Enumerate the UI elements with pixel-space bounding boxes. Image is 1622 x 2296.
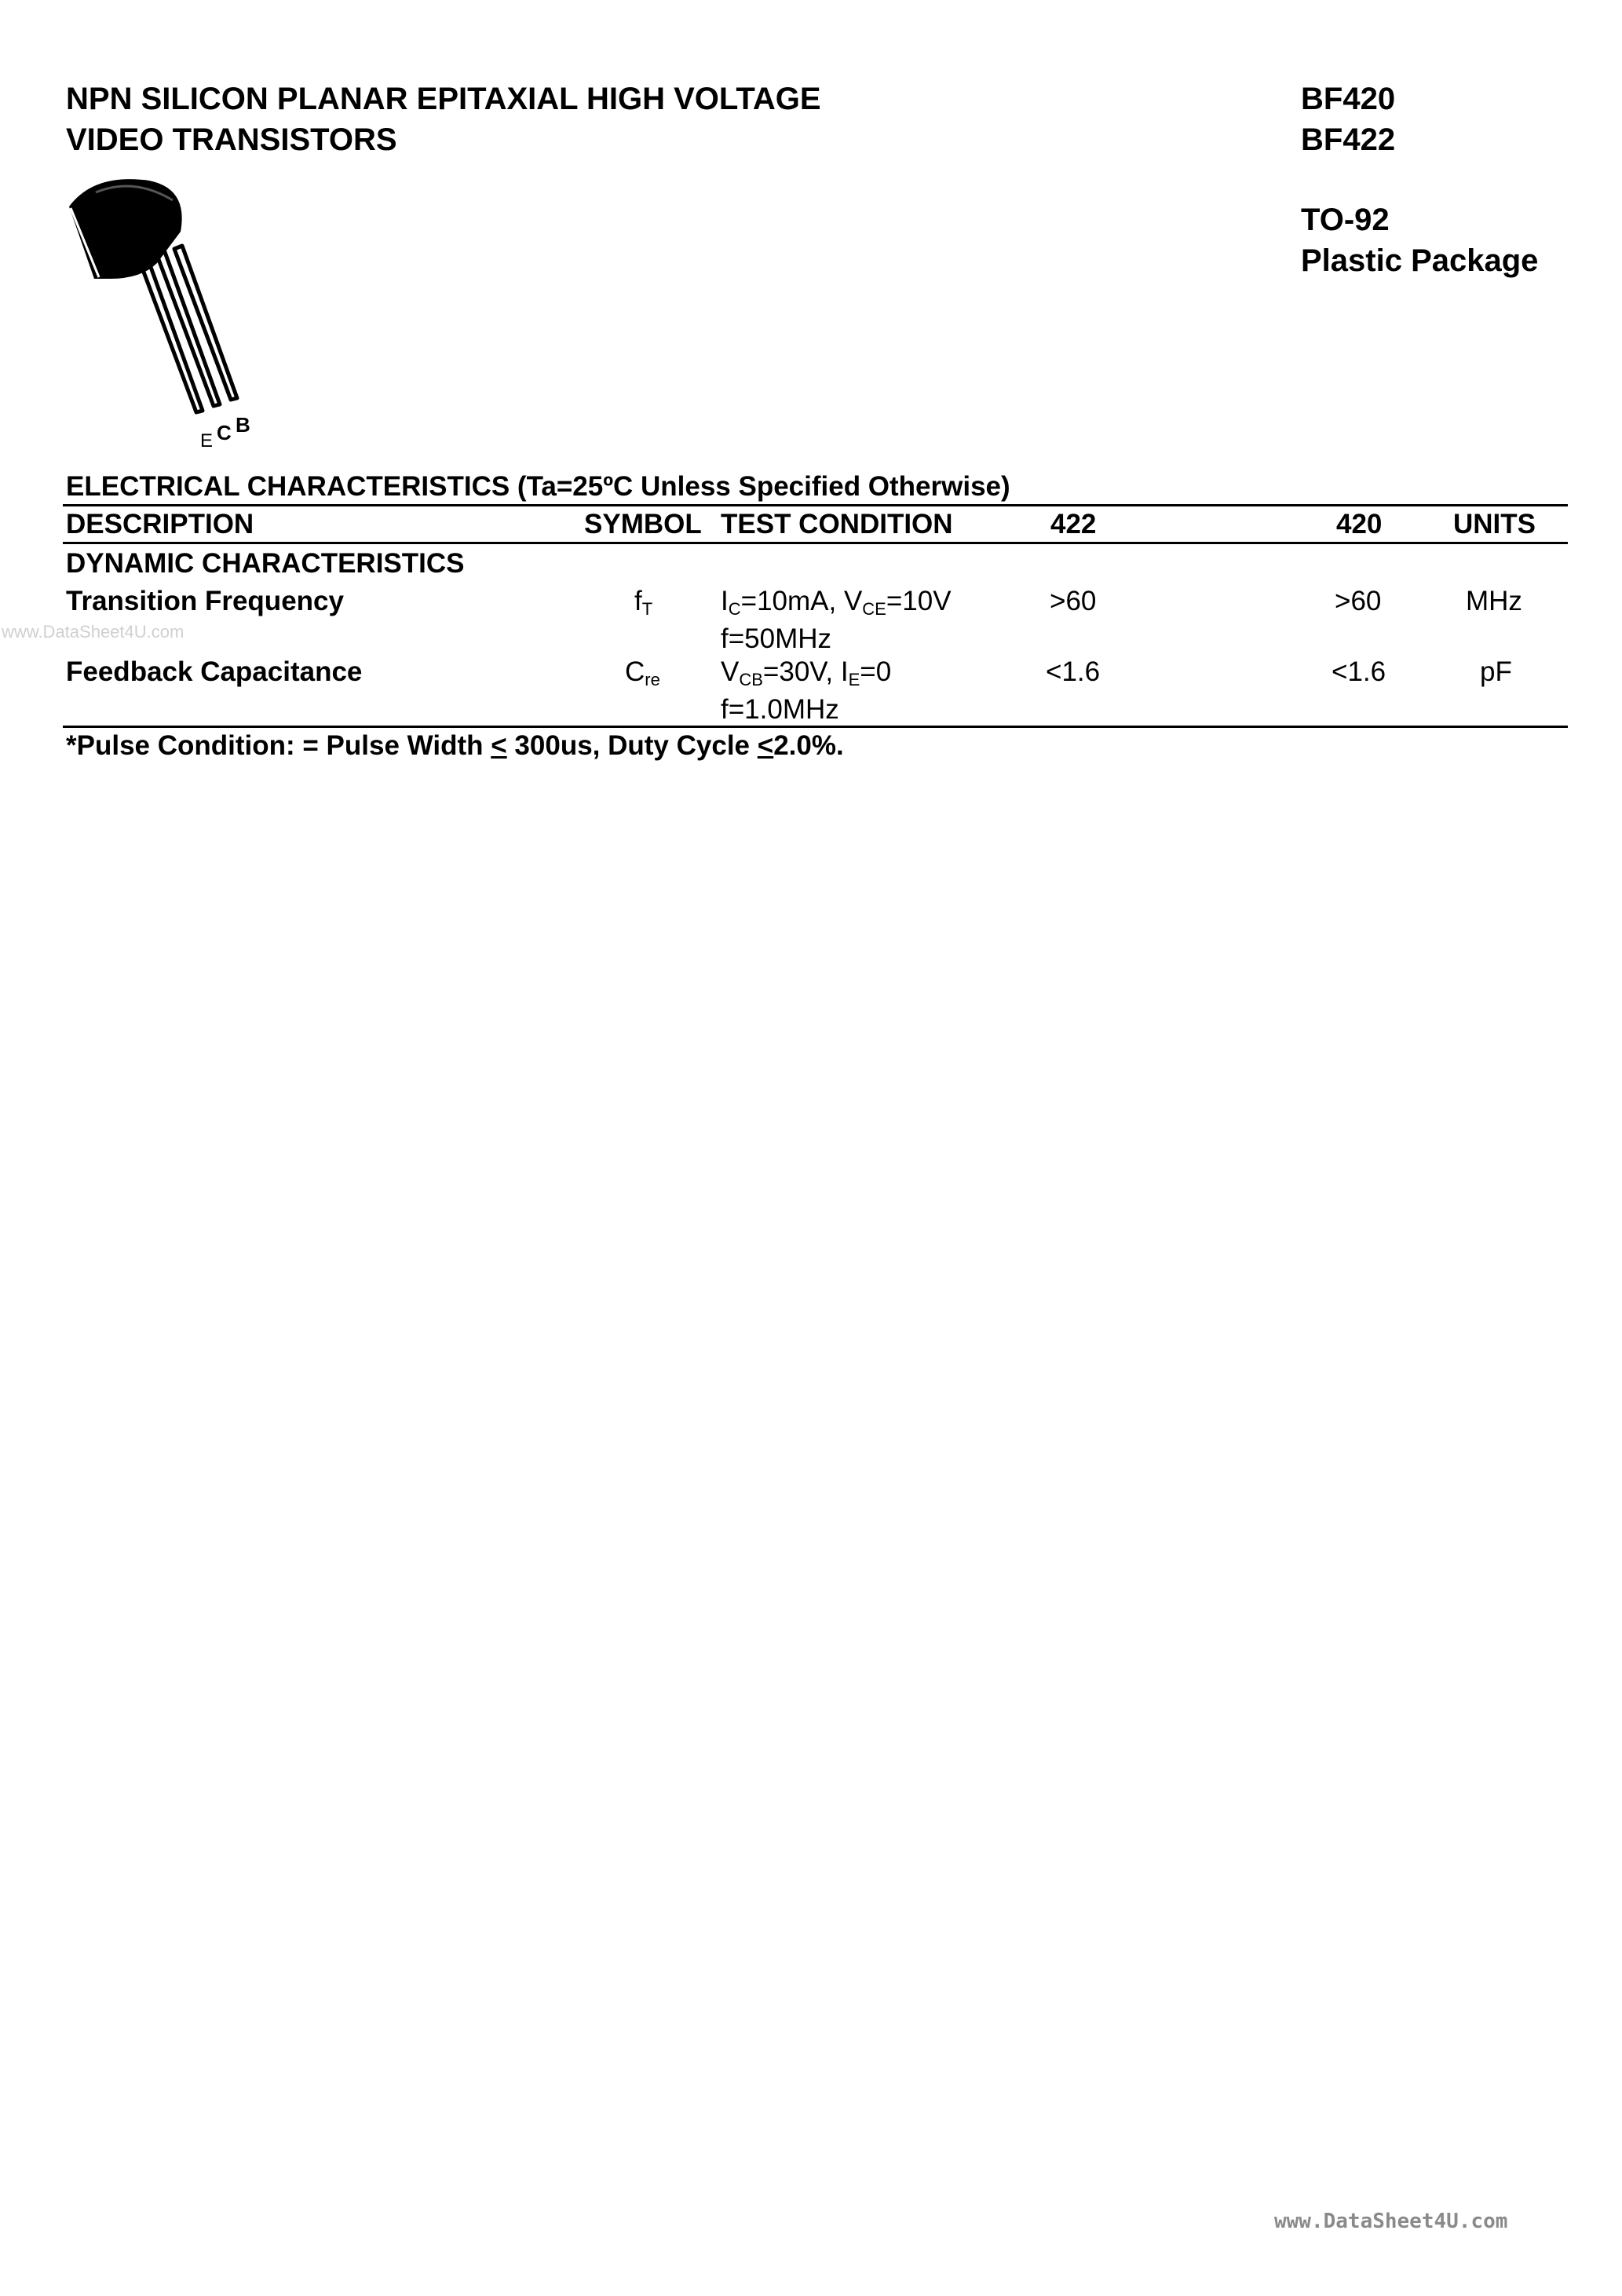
document-title-line2: VIDEO TRANSISTORS: [66, 122, 397, 157]
header-bottom-rule: [63, 542, 1568, 544]
table-bottom-rule: [63, 726, 1568, 728]
table-row-units: pF: [1480, 656, 1512, 687]
watermark-footer: www.DataSheet4U.com: [1274, 2210, 1508, 2233]
table-row-description: Feedback Capacitance: [66, 656, 363, 687]
table-row-test-condition: $V_{CB}=30V$, $I_E=0$: [721, 656, 892, 689]
table-row-symbol: $f_T$: [634, 586, 653, 619]
col-header-422: 422: [1050, 509, 1097, 539]
section-title: ELECTRICAL CHARACTERISTICS (Ta=25ºC Unless Specified Otherwise): [66, 471, 1010, 502]
table-top-rule: [63, 504, 1568, 506]
table-row-symbol: $C_{re}$: [625, 656, 660, 689]
table-row-description: Transition Frequency: [66, 586, 344, 616]
pin-label-collector: C: [217, 421, 232, 444]
document-title-line1: NPN SILICON PLANAR EPITAXIAL HIGH VOLTAGE: [66, 82, 821, 116]
pin-label-emitter: E: [200, 430, 214, 452]
col-header-test-condition: TEST CONDITION: [721, 509, 953, 539]
table-row-units: MHz: [1466, 586, 1522, 616]
pin-label-base: B: [236, 413, 250, 437]
col-header-description: DESCRIPTION: [66, 509, 254, 539]
watermark-left: www.DataSheet4U.com: [2, 622, 184, 642]
col-header-symbol: SYMBOL: [584, 509, 702, 539]
table-row-value-420: <1.6: [1332, 656, 1386, 687]
package-description: Plastic Package: [1301, 243, 1539, 278]
table-row-value-422: <1.6: [1046, 656, 1101, 687]
footnote: *Pulse Condition: = Pulse Width < 300us, Duty Cycle <2.0%.: [66, 730, 844, 761]
group-heading: DYNAMIC CHARACTERISTICS: [66, 548, 465, 579]
package-type: TO-92: [1301, 203, 1390, 237]
table-row-test-condition-line2: f=1.0MHz: [721, 694, 839, 725]
part-number-bf420: BF420: [1301, 82, 1396, 116]
table-row-test-condition: $I_C=10mA$, $V_{CE}=10V$: [721, 586, 952, 619]
table-row-value-422: >60: [1050, 586, 1097, 616]
table-row-test-condition-line2: f=50MHz: [721, 623, 832, 654]
table-row-value-420: >60: [1335, 586, 1382, 616]
col-header-units: UNITS: [1453, 509, 1536, 539]
col-header-420: 420: [1336, 509, 1383, 539]
part-number-bf422: BF422: [1301, 122, 1396, 157]
